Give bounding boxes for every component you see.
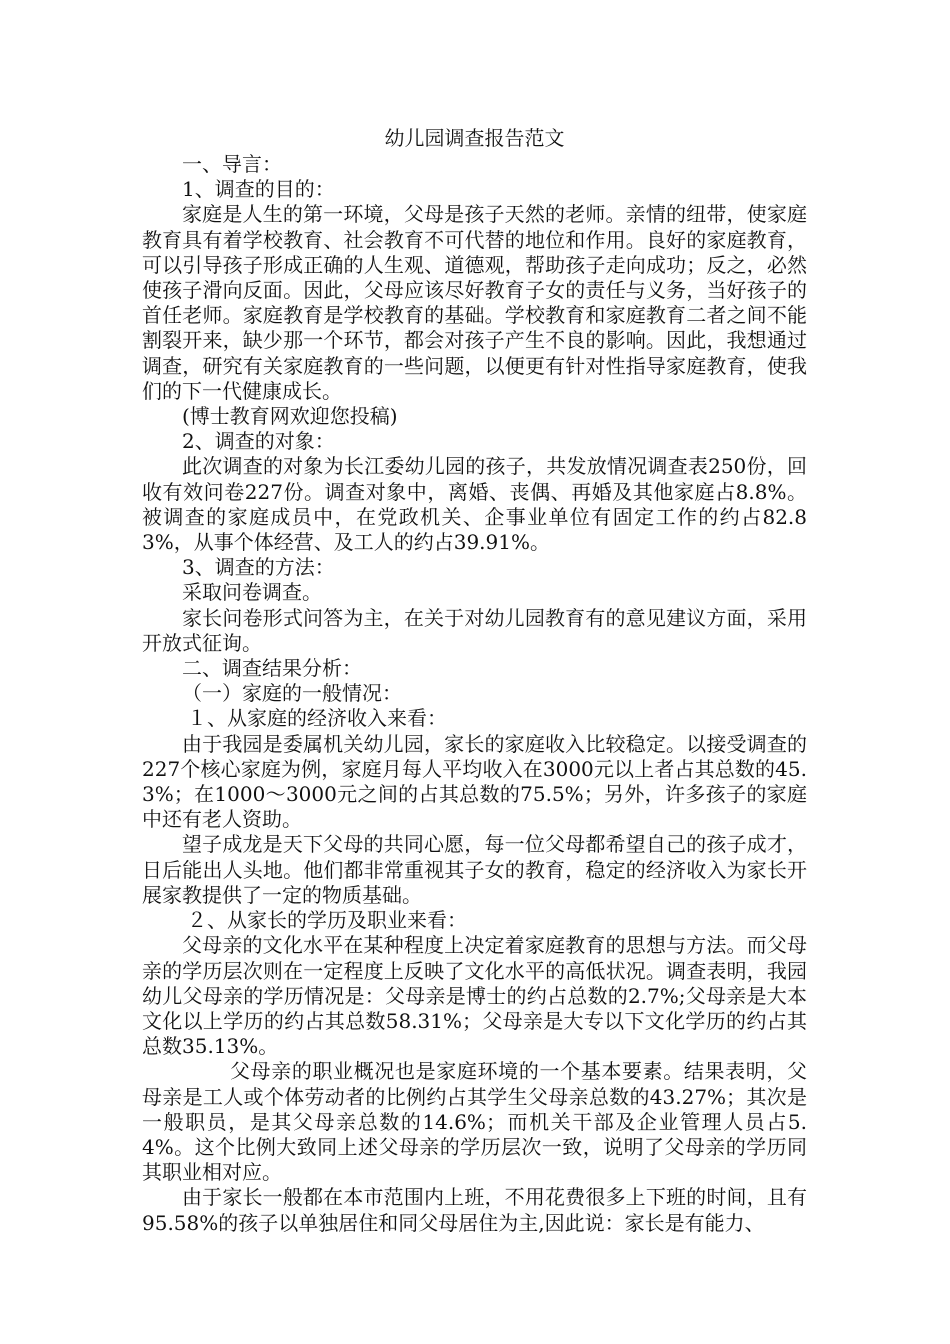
paragraph-subjects: 此次调查的对象为长江委幼儿园的孩子，共发放情况调查表250份，回收有效问卷227份。调查对象中，离婚、丧偶、再婚及其他家庭占8.8%。被调查的家庭成员中，在党政机关、企事业单位有固定工作的约占82.83%，从事个体经营、及工人的约占39.91%。 <box>142 454 807 555</box>
paragraph-occupation: 父母亲的职业概况也是家庭环境的一个基本要素。结果表明，父母亲是工人或个体劳动者的比例约占其学生父母亲总数的43.27%；其次是一般职员，是其父母亲总数的14.6%；而机关干部及企业管理人员占5.4%。这个比例大致同上述父母亲的学历层次一致，说明了父母亲的学历同其职业相对应。 <box>142 1059 807 1185</box>
paragraph-education: 父母亲的文化水平在某种程度上决定着家庭教育的思想与方法。而父母亲的学历层次则在一定程度上反映了文化水平的高低状况。调查表明，我园幼儿父母亲的学历情况是：父母亲是博士的约占总数的2.7%;父母亲是大本文化以上学历的约占其总数58.31%；父母亲是大专以下文化学历的约占其总数35.13%。 <box>142 933 807 1059</box>
section-heading-intro: 一、导言： <box>182 152 282 176</box>
contribution-note: (博士教育网欢迎您投稿) <box>182 404 398 429</box>
subheading-education-occupation: ２、从家长的学历及职业来看： <box>187 908 467 933</box>
subheading-method: 3、调查的方法： <box>182 555 335 580</box>
subheading-purpose: 1、调查的目的： <box>182 177 335 202</box>
paragraph-residence: 由于家长一般都在本市范围内上班，不用花费很多上下班的时间，且有95.58%的孩子以单独居住和同父母居住为主,因此说：家长是有能力、 <box>142 1185 807 1235</box>
paragraph-method: 采取问卷调查。 <box>182 580 322 605</box>
paragraph-income: 由于我园是委属机关幼儿园，家长的家庭收入比较稳定。以接受调查的227个核心家庭为例，家庭月每人平均收入在3000元以上者占其总数的45.3%；在1000～3000元之间的占其总数的75.5%；另外，许多孩子的家庭中还有老人资助。 <box>142 731 807 832</box>
subheading-income: １、从家庭的经济收入来看： <box>187 706 447 731</box>
paragraph-purpose: 家庭是人生的第一环境，父母是孩子天然的老师。亲情的纽带，使家庭教育具有着学校教育、社会教育不可代替的地位和作用。良好的家庭教育，可以引导孩子形成正确的人生观、道德观，帮助孩子走向成功；反之，必然使孩子滑向反面。因此，父母应该尽好教育子女的责任与义务，当好孩子的首任老师。家庭教育是学校教育的基础。学校教育和家庭教育二者之间不能割裂开来，缺少那一个环节，都会对孩子产生不良的影响。因此，我想通过调查，研究有关家庭教育的一些问题，以便更有针对性指导家庭教育，使我们的下一代健康成长。 <box>142 202 807 403</box>
subheading-family-general: （一）家庭的一般情况： <box>182 681 402 706</box>
subheading-subjects: 2、调查的对象： <box>182 429 335 454</box>
paragraph-expectation: 望子成龙是天下父母的共同心愿，每一位父母都希望自己的孩子成才，日后能出人头地。他们都非常重视其子女的教育，稳定的经济收入为家长开展家教提供了一定的物质基础。 <box>142 832 807 907</box>
document-title: 幼儿园调查报告范文 <box>384 126 565 150</box>
paragraph-questionnaire: 家长问卷形式问答为主，在关于对幼儿园教育有的意见建议方面，采用开放式征询。 <box>142 605 807 655</box>
document-body <box>142 124 807 1236</box>
section-heading-analysis: 二、调查结果分析： <box>182 656 362 681</box>
